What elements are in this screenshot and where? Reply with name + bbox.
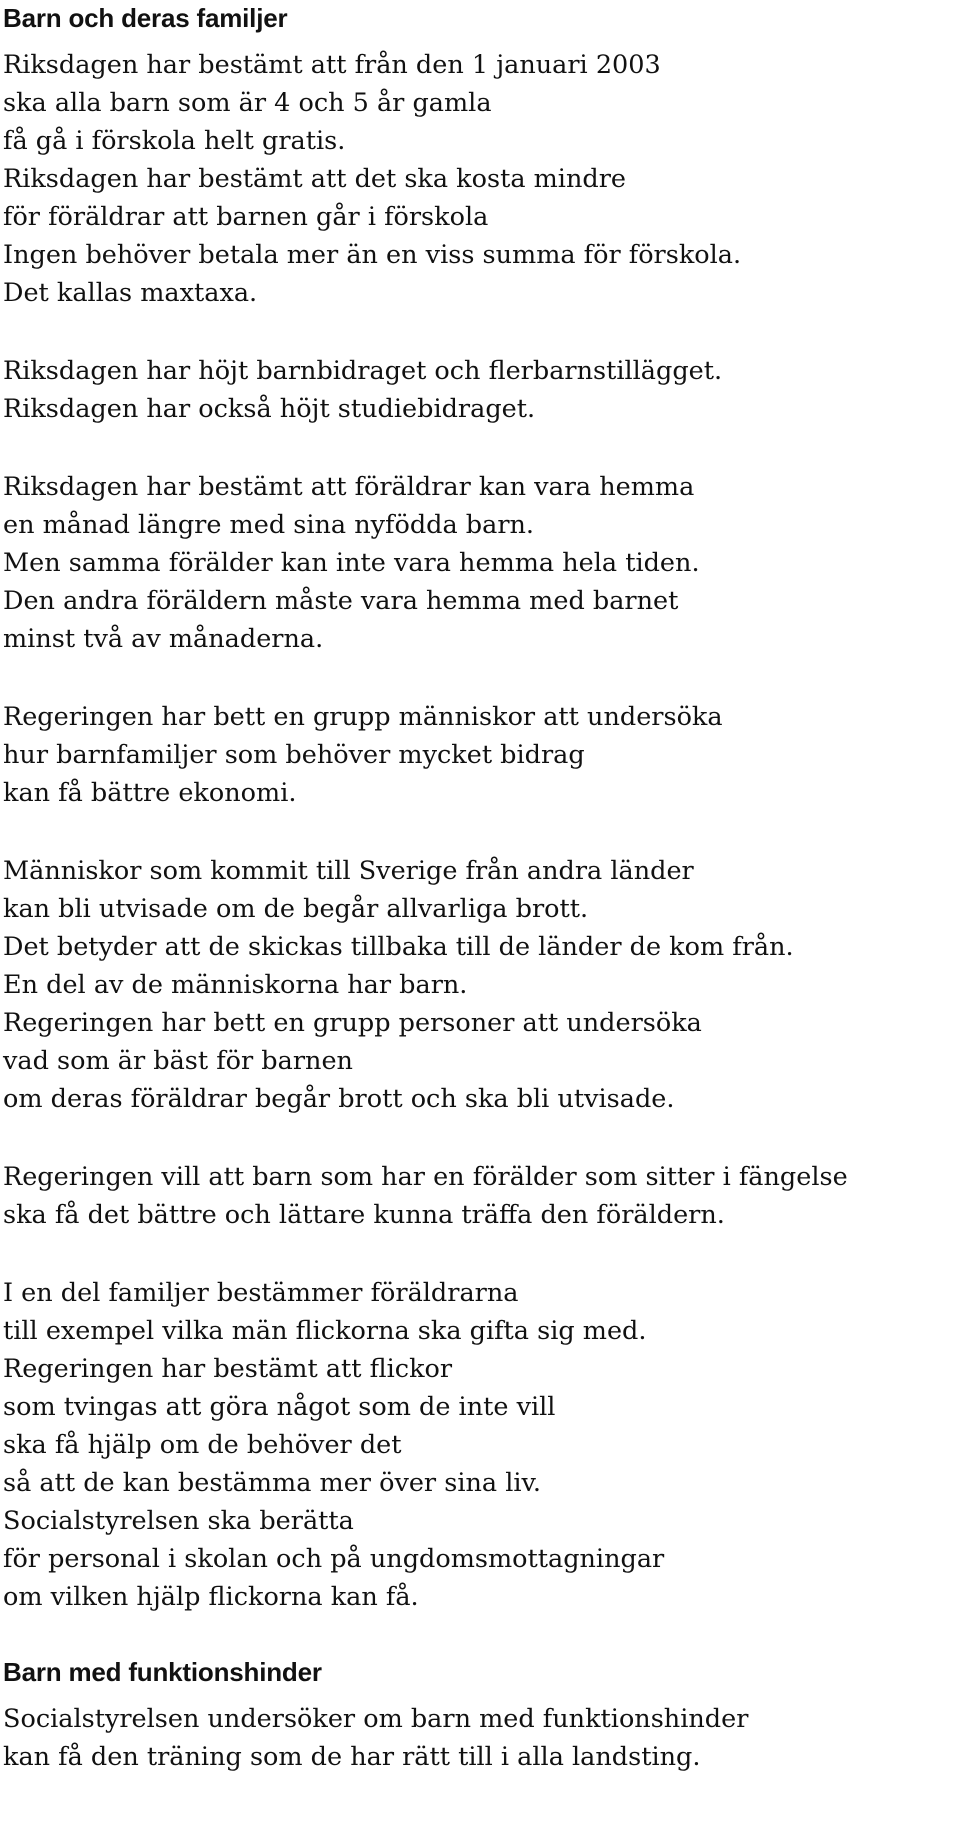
text-line: ska få det bättre och lättare kunna träffa den föräldern. xyxy=(3,1200,725,1230)
paragraph xyxy=(3,1158,960,1234)
text-line: Regeringen vill att barn som har en förälder som sitter i fängelse xyxy=(3,1162,848,1192)
text-line: Regeringen har bett en grupp personer att undersöka xyxy=(3,1008,702,1038)
text-line: En del av de människorna har barn. xyxy=(3,970,468,1000)
text-line: Det kallas maxtaxa. xyxy=(3,278,258,308)
section-families-body xyxy=(3,46,960,1616)
paragraph xyxy=(3,468,960,658)
text-line: I en del familjer bestämmer föräldrarna xyxy=(3,1278,519,1308)
text-line: kan få bättre ekonomi. xyxy=(3,778,297,808)
text-line: om vilken hjälp flickorna kan få. xyxy=(3,1582,419,1612)
text-line: minst två av månaderna. xyxy=(3,624,324,654)
text-line: ska alla barn som är 4 och 5 år gamla xyxy=(3,88,492,118)
text-line: till exempel vilka män flickorna ska gifta sig med. xyxy=(3,1316,647,1346)
text-line: hur barnfamiljer som behöver mycket bidrag xyxy=(3,740,585,770)
text-line: Riksdagen har bestämt att från den 1 januari 2003 xyxy=(3,50,661,80)
text-line: Regeringen har bett en grupp människor att undersöka xyxy=(3,702,723,732)
text-line: Den andra föräldern måste vara hemma med barnet xyxy=(3,586,679,616)
text-line: Socialstyrelsen undersöker om barn med funktionshinder xyxy=(3,1704,749,1734)
text-line: för personal i skolan och på ungdomsmottagningar xyxy=(3,1544,665,1574)
text-line: för föräldrar att barnen går i förskola xyxy=(3,202,489,232)
text-line: Människor som kommit till Sverige från andra länder xyxy=(3,856,694,886)
text-line: Riksdagen har höjt barnbidraget och flerbarnstillägget. xyxy=(3,356,723,386)
section-heading-disabilities: Barn med funktionshinder xyxy=(3,1657,322,1687)
text-line: Riksdagen har också höjt studiebidraget. xyxy=(3,394,536,424)
text-line: ska få hjälp om de behöver det xyxy=(3,1430,402,1460)
text-line: en månad längre med sina nyfödda barn. xyxy=(3,510,535,540)
text-line: Riksdagen har bestämt att föräldrar kan vara hemma xyxy=(3,472,695,502)
text-line: Socialstyrelsen ska berätta xyxy=(3,1506,354,1536)
paragraph xyxy=(3,1700,960,1776)
text-line: Regeringen har bestämt att flickor xyxy=(3,1354,453,1384)
text-line: som tvingas att göra något som de inte vill xyxy=(3,1392,556,1422)
text-line: kan bli utvisade om de begår allvarliga brott. xyxy=(3,894,589,924)
text-line: Riksdagen har bestämt att det ska kosta mindre xyxy=(3,164,626,194)
text-line: Men samma förälder kan inte vara hemma hela tiden. xyxy=(3,548,700,578)
text-line: få gå i förskola helt gratis. xyxy=(3,126,346,156)
paragraph xyxy=(3,852,960,1118)
section-disabilities-body xyxy=(3,1700,960,1776)
text-line: om deras föräldrar begår brott och ska bli utvisade. xyxy=(3,1084,675,1114)
text-line: vad som är bäst för barnen xyxy=(3,1046,353,1076)
text-line: så att de kan bestämma mer över sina liv. xyxy=(3,1468,542,1498)
paragraph xyxy=(3,698,960,812)
paragraph xyxy=(3,352,960,428)
text-line: Det betyder att de skickas tillbaka till de länder de kom från. xyxy=(3,932,794,962)
paragraph xyxy=(3,46,960,312)
text-line: Ingen behöver betala mer än en viss summa för förskola. xyxy=(3,240,742,270)
paragraph xyxy=(3,1274,960,1616)
text-line: kan få den träning som de har rätt till i alla landsting. xyxy=(3,1742,701,1772)
section-heading-families: Barn och deras familjer xyxy=(3,3,288,33)
